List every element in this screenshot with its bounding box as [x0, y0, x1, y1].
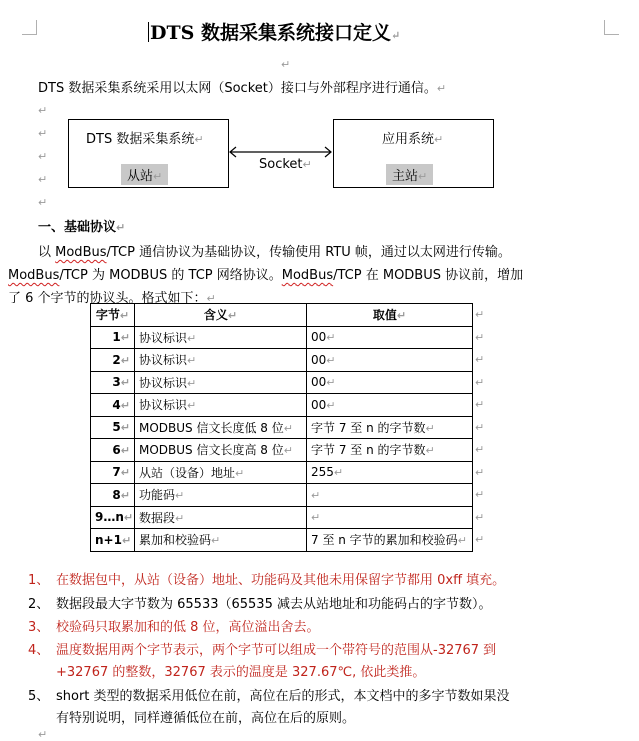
protocol-paragraph-line-3: 了 6 个字节的协议头。格式如下：↵: [8, 291, 216, 306]
table-cell-byte: 7↵: [91, 461, 135, 484]
table-cell-byte: 9…n↵: [91, 506, 135, 529]
row-end-mark: ↵: [475, 511, 485, 524]
table-row: [91, 326, 473, 349]
row-end-mark: ↵: [475, 533, 485, 546]
protocol-header-table: [90, 303, 473, 552]
table-cell-byte: 8↵: [91, 484, 135, 507]
paragraph-mark: ↵: [38, 173, 48, 186]
table-cell-byte: 4↵: [91, 394, 135, 417]
table-cell-meaning: 累加和校验码↵: [135, 529, 307, 552]
table-cell-byte: 3↵: [91, 371, 135, 394]
paragraph-mark: ↵: [38, 196, 48, 209]
table-cell-value: 00↵: [307, 326, 473, 349]
table-cell-value: 00↵: [307, 394, 473, 417]
table-cell-value: 字节 7 至 n 的字节数↵: [307, 416, 473, 439]
table-cell-value: ↵: [307, 484, 473, 507]
master-tag: 主站↵: [386, 164, 433, 185]
row-end-mark: ↵: [475, 376, 485, 389]
table-cell-meaning: 从站（设备）地址↵: [135, 461, 307, 484]
table-row: [91, 349, 473, 372]
slave-tag: 从站↵: [121, 164, 168, 185]
table-row: [91, 371, 473, 394]
table-cell-meaning: MODBUS 信文长度高 8 位↵: [135, 439, 307, 462]
crop-mark-top-right: [604, 20, 619, 35]
table-row: [91, 439, 473, 462]
table-cell-meaning: 数据段↵: [135, 506, 307, 529]
paragraph-mark: ↵: [38, 728, 48, 741]
section-heading: 一、基础协议↵: [38, 220, 126, 235]
table-cell-value: 字节 7 至 n 的字节数↵: [307, 439, 473, 462]
application-system-box: [333, 119, 494, 188]
table-row: [91, 394, 473, 417]
table-cell-value: 255↵: [307, 461, 473, 484]
row-end-mark: ↵: [475, 466, 485, 479]
table-cell-meaning: 协议标识↵: [135, 371, 307, 394]
table-header-row: [91, 304, 473, 327]
row-end-mark: ↵: [475, 421, 485, 434]
header-byte: 字节↵: [91, 304, 135, 327]
paragraph-mark: ↵: [38, 150, 48, 163]
row-end-mark: ↵: [475, 353, 485, 366]
table-cell-byte: 5↵: [91, 416, 135, 439]
table-cell-byte: 6↵: [91, 439, 135, 462]
paragraph-mark: ↵: [38, 127, 48, 140]
document-page: DTS 数据采集系统接口定义↵ ↵ DTS 数据采集系统采用以太网（Socket）接口与外部程序进行通信。↵ ↵ ↵ ↵ ↵ ↵ DTS 数据采集系统↵ 从站↵ 应用系统↵ 主站↵ Socket↵ 一、基础协议↵ 以 ModBus/TCP 通信协议为基础协议，传输使用 RTU 帧，通过以太网进行传输。 ModBus/TCP 为 MODBUS 的 TCP 网络协议。ModBus/TCP 在 MODBUS 协议前，增加 了 6 个字节的协议头。格式如下：↵ 字节↵ 含义↵ 取值↵ 1↵ 协议标识↵ 00↵ 2↵ 协议标识↵ 00↵ 3↵ 协议标识↵ 00↵ 4↵ 协议标识↵ 00↵ 5↵ MODBUS 信文长度低 8 位↵ 字节 7 至 n 的字节数↵ 6↵ MODBUS 信文长度高 8 位↵ 字节 7 至 n 的字节数↵ 7↵ 从站（设备）地址↵ 255↵ 8↵ 功能码↵ ↵ 9…n↵ 数据段↵ ↵ n+1↵ 累加和校验码↵ 7 至 n 字节的累加和校验码↵ ↵ ↵ ↵ ↵ ↵ ↵ ↵ ↵ ↵ ↵ ↵ 1、 在数据包中，从站（设备）地址、功能码及其他未用保留字节都用 0xff 填充。 2、 数据段最大字节数为 65533（65535 减去从站地址和功能码占的字节数）。 3、 校验码只取累加和的低 8 位，高位溢出舍去。 4、 温度数据用两个字节表示，两个字节可以组成一个带符号的范围从-32767 到 +32767 的整数，32767 表示的温度是 327.67℃, 依此类推。 5、 short 类型的数据采用低位在前，高位在后的形式，本文档中的多字节数如果没 有特别说明，同样遵循低位在前，高位在后的原则。 ↵: [0, 0, 639, 740]
paragraph-mark: ↵: [281, 58, 291, 71]
table-cell-byte: n+1↵: [91, 529, 135, 552]
row-end-mark: ↵: [475, 308, 485, 321]
header-meaning: 含义↵: [135, 304, 307, 327]
socket-label: Socket↵: [259, 157, 312, 172]
table-row: [91, 529, 473, 552]
dts-system-box: [68, 119, 229, 188]
protocol-paragraph-line-1: 以 ModBus/TCP 通信协议为基础协议，传输使用 RTU 帧，通过以太网进行传输。: [38, 245, 511, 260]
table-cell-value: ↵: [307, 506, 473, 529]
text-cursor: [148, 22, 149, 42]
table-row: [91, 484, 473, 507]
paragraph-mark: ↵: [38, 104, 48, 117]
table-cell-meaning: 协议标识↵: [135, 349, 307, 372]
table-cell-value: 00↵: [307, 349, 473, 372]
table-cell-meaning: 协议标识↵: [135, 394, 307, 417]
protocol-paragraph-line-2: ModBus/TCP 为 MODBUS 的 TCP 网络协议。ModBus/TCP 在 MODBUS 协议前，增加: [8, 268, 524, 283]
application-system-label: 应用系统↵: [382, 132, 444, 147]
table-cell-byte: 2↵: [91, 349, 135, 372]
intro-paragraph: DTS 数据采集系统采用以太网（Socket）接口与外部程序进行通信。↵: [38, 81, 447, 96]
page-title: DTS 数据采集系统接口定义↵: [150, 22, 401, 44]
table-row: [91, 416, 473, 439]
table-cell-meaning: MODBUS 信文长度低 8 位↵: [135, 416, 307, 439]
crop-mark-top-left: [22, 20, 37, 35]
row-end-mark: ↵: [475, 331, 485, 344]
table-row: [91, 506, 473, 529]
dts-system-label: DTS 数据采集系统↵: [86, 132, 204, 147]
row-end-mark: ↵: [475, 443, 485, 456]
table-cell-byte: 1↵: [91, 326, 135, 349]
table-row: [91, 461, 473, 484]
table-cell-value: 7 至 n 字节的累加和校验码↵: [307, 529, 473, 552]
row-end-mark: ↵: [475, 398, 485, 411]
row-end-mark: ↵: [475, 488, 485, 501]
table-cell-meaning: 协议标识↵: [135, 326, 307, 349]
table-cell-meaning: 功能码↵: [135, 484, 307, 507]
table-cell-value: 00↵: [307, 371, 473, 394]
header-value: 取值↵: [307, 304, 473, 327]
